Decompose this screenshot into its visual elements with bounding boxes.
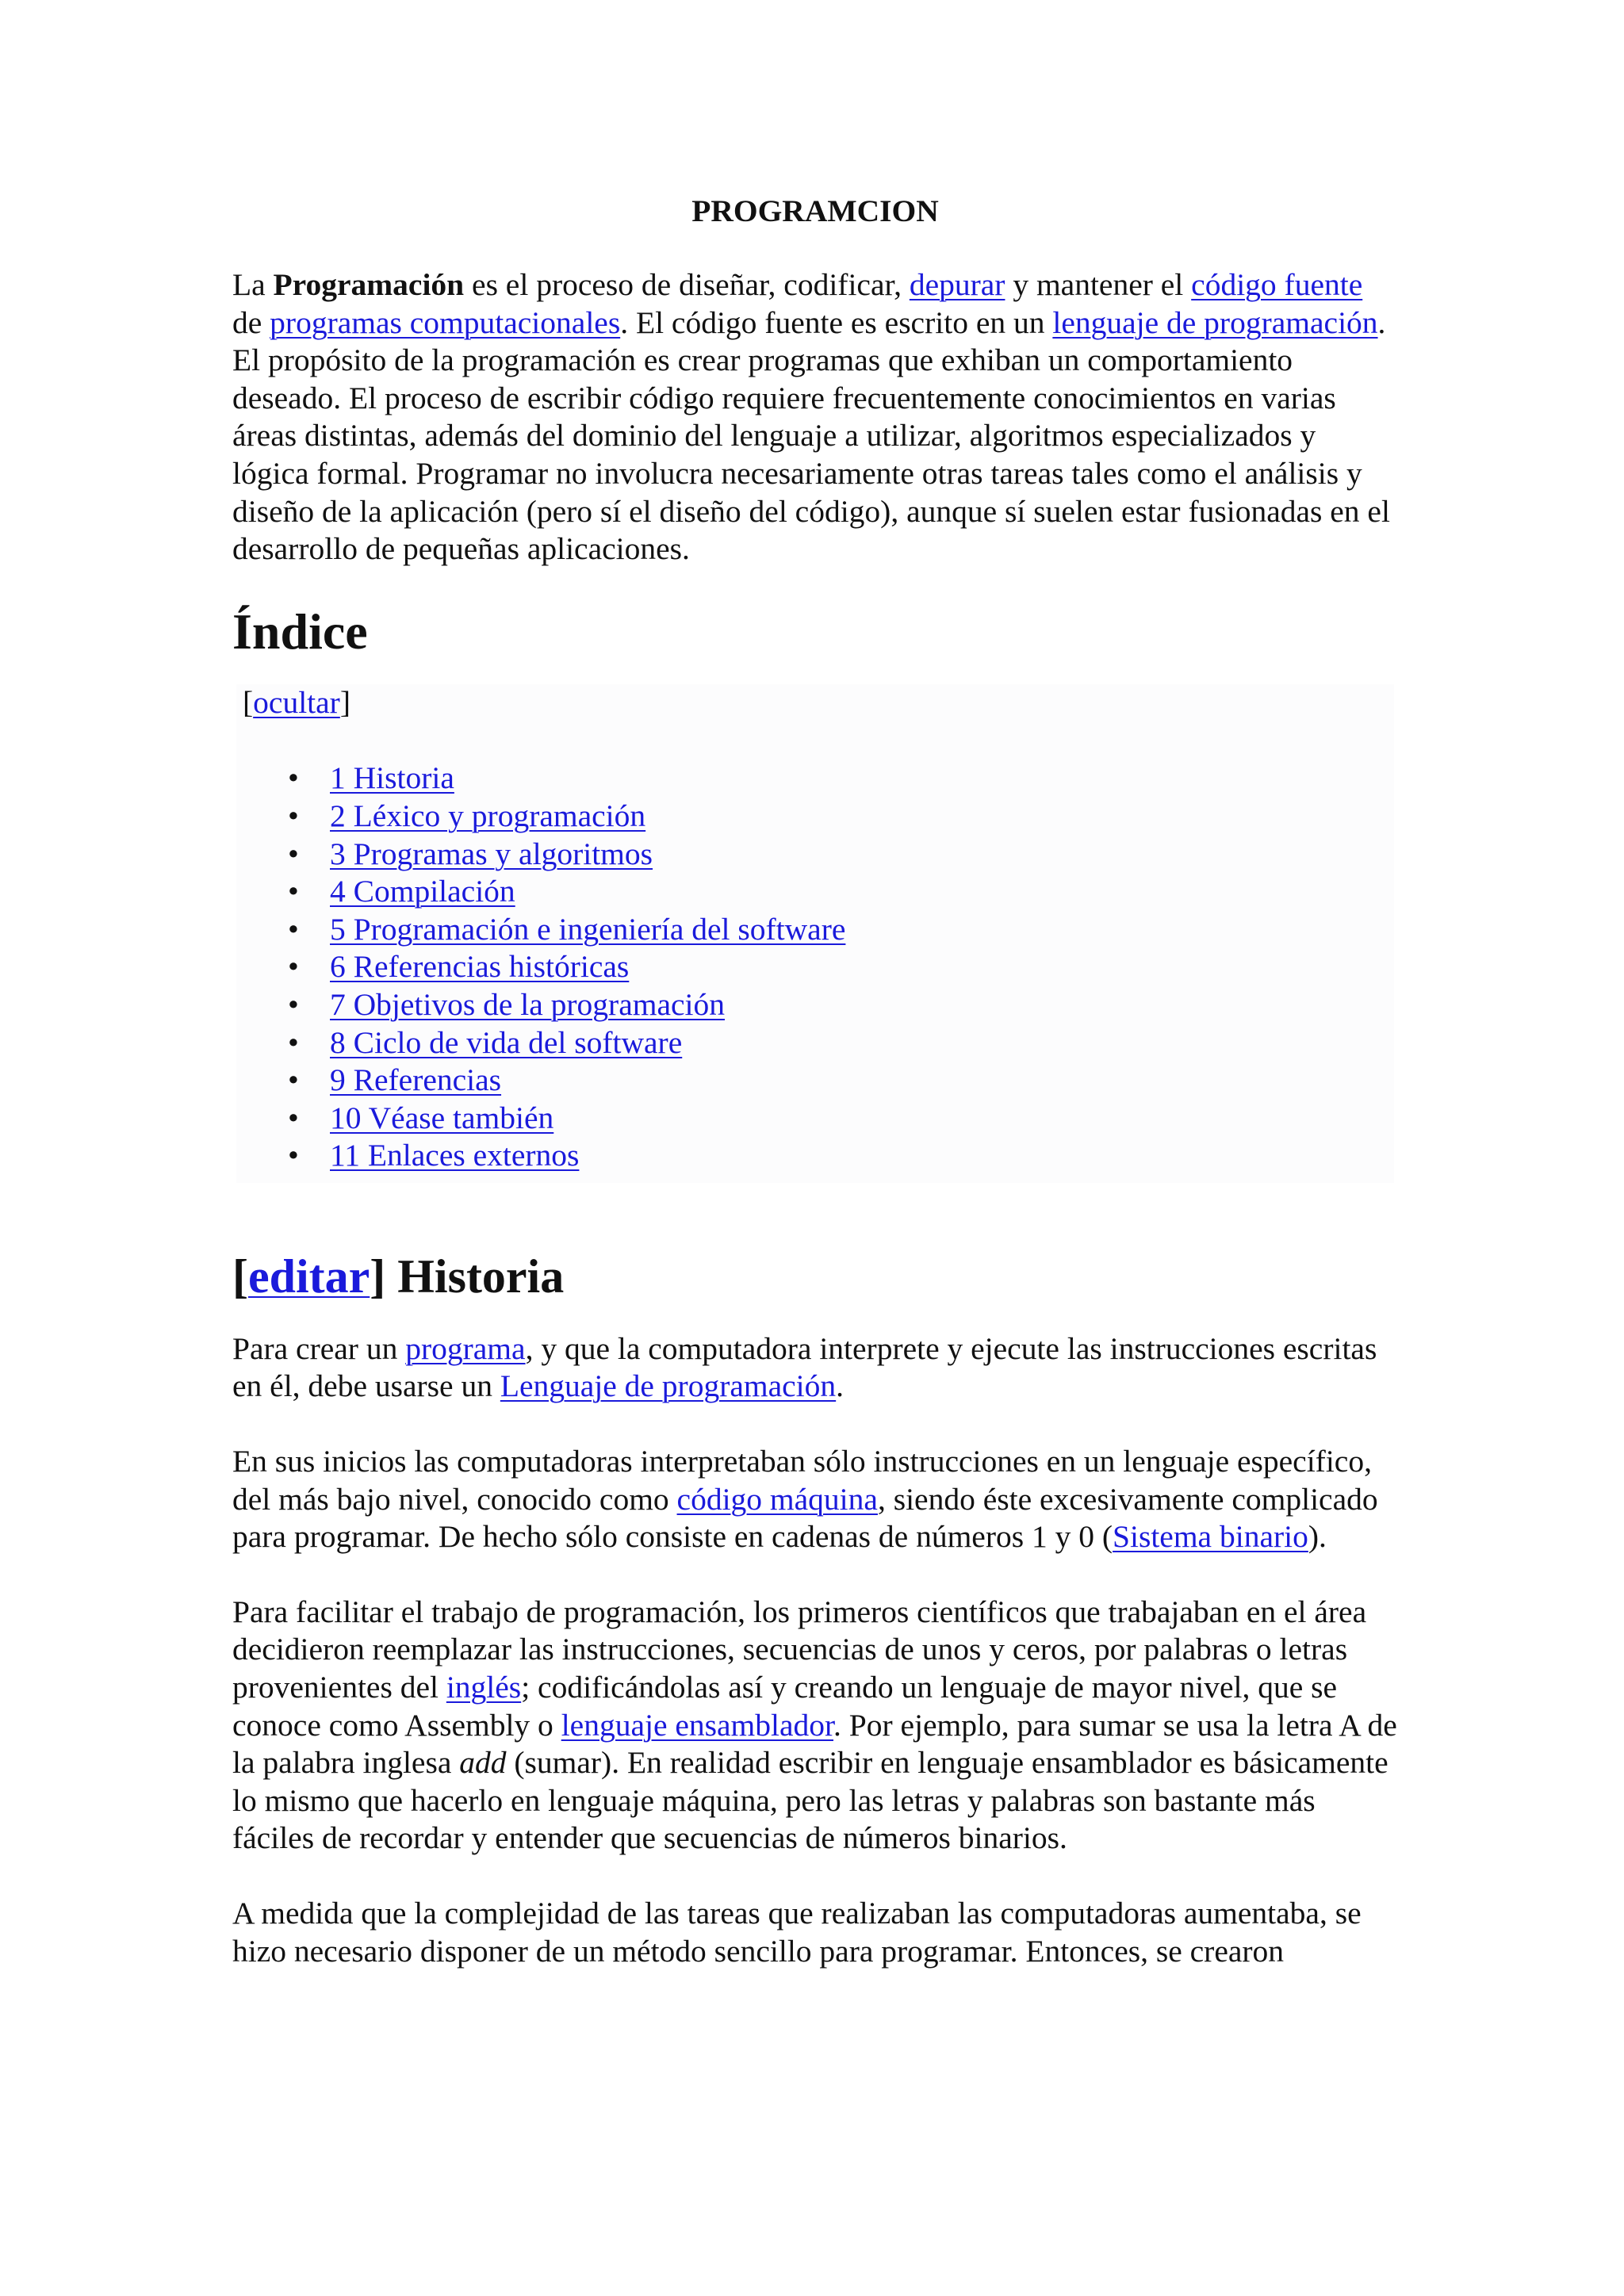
toc-item [243,836,1394,874]
toc-item [243,1100,1394,1138]
bullet-icon: • [288,836,299,871]
toc-item [243,1062,1394,1100]
link-ingles[interactable]: inglés [446,1670,522,1705]
p2-text-1: En sus inicios las computadoras interpretaban sólo instrucciones en un lenguaje específico, del más bajo nivel, conocido como [232,1444,1372,1517]
intro-text-1: La [232,267,274,302]
bullet-icon: • [288,1062,299,1098]
bullet-icon: • [288,760,299,796]
p3-text-2: ; codificándolas así y creando un lenguaje de mayor nivel, que se conoce como Assembly o [232,1670,1338,1743]
toc-item [243,798,1394,836]
toc-toggle-open-bracket: [ [243,684,254,720]
p3-text-1: Para facilitar el trabajo de programación, los primeros científicos que trabajaban en el área decidieron reemplazar las instrucciones, secuencias de unos y ceros, por palabras o letras provenientes del [232,1594,1367,1705]
p1-text-1: Para crear un [232,1330,406,1366]
intro-text-2: es el proceso de diseñar, codificar, [464,267,910,302]
toc-link-compilacion[interactable]: 4 Compilación [330,874,515,909]
toc-toggle [243,684,1394,722]
table-of-contents [236,684,1394,1183]
edit-close-bracket: ] [370,1249,386,1303]
toc-item [243,1024,1394,1062]
historia-paragraph-1 [232,1330,1398,1406]
toc-link-ingenieria-software[interactable]: 5 Programación e ingeniería del software [330,911,846,947]
bullet-icon: • [288,874,299,909]
toc-item [243,948,1394,986]
intro-text-4: de [232,304,270,340]
toc-link-objetivos[interactable]: 7 Objetivos de la programación [330,986,725,1022]
edit-link-historia[interactable]: editar [247,1249,370,1303]
link-programa[interactable]: programa [405,1330,526,1366]
toc-item [243,760,1394,798]
toc-link-historia[interactable]: 1 Historia [330,760,454,796]
document-content [232,187,1398,2007]
toc-heading: Índice [232,603,368,660]
toc-item [243,911,1394,949]
section-heading-historia [232,1245,1398,1308]
link-programas-computacionales[interactable]: programas computacionales [270,304,621,340]
toc-link-lexico[interactable]: 2 Léxico y programación [330,798,646,833]
toc-link-vease-tambien[interactable]: 10 Véase también [330,1100,554,1135]
p1-text-3: . [836,1368,845,1404]
bullet-icon: • [288,1100,299,1135]
link-depurar[interactable]: depurar [909,267,1005,302]
bullet-icon: • [288,911,299,947]
bullet-icon: • [288,1138,299,1173]
bullet-icon: • [288,949,299,985]
section-title-historia: Historia [385,1249,565,1303]
intro-text-5: . El código fuente es escrito en un [620,304,1053,340]
link-lenguaje-programacion[interactable]: Lenguaje de programación [500,1368,837,1404]
p3-text-3: . Por ejemplo, para sumar se usa la letra A de la palabra inglesa [232,1707,1397,1781]
p2-text-3: ). [1308,1519,1327,1555]
edit-open-bracket: [ [232,1249,248,1303]
intro-paragraph [232,266,1398,568]
link-codigo-maquina[interactable]: código máquina [676,1481,878,1517]
historia-paragraph-4: A medida que la complejidad de las tareas que realizaban las computadoras aumentaba, se hizo necesario disponer de un método sencillo para programar. Entonces, se crearon [232,1896,1362,1969]
toc-list [243,760,1394,1175]
link-codigo-fuente[interactable]: código fuente [1191,267,1363,302]
toc-hide-link[interactable]: ocultar [253,684,340,720]
p3-text-4: (sumar). En realidad escribir en lenguaje ensamblador es básicamente lo mismo que hacerlo en lenguaje máquina, pero las letras y palabras son bastante más fáciles de recordar y entender que secuencias de números binarios. [232,1745,1388,1856]
toc-item [243,1137,1394,1175]
toc-link-referencias-historicas[interactable]: 6 Referencias históricas [330,949,630,985]
bullet-icon: • [288,986,299,1022]
intro-text-3: y mantener el [1005,267,1192,302]
intro-bold-term: Programación [273,267,465,302]
link-sistema-binario[interactable]: Sistema binario [1113,1519,1308,1555]
link-lenguaje-de-programacion[interactable]: lenguaje de programación [1052,304,1378,340]
historia-paragraph-3 [232,1594,1398,1858]
italic-add: add [459,1745,507,1781]
toc-link-programas-algoritmos[interactable]: 3 Programas y algoritmos [330,836,653,871]
link-lenguaje-ensamblador[interactable]: lenguaje ensamblador [561,1707,833,1743]
toc-toggle-close-bracket: ] [339,684,350,720]
intro-text-6: . El propósito de la programación es crear programas que exhiban un comportamiento deseado. El proceso de escribir código requiere frecuentemente conocimientos en varias áreas distintas, además del dominio del lenguaje a utilizar, algoritmos especializados y lógica formal. Programar no involucra necesariamente otras tareas tales como el análisis y diseño de la aplicación (pero sí el diseño del código), aunque sí suelen estar fusionadas en el desarrollo de pequeñas aplicaciones. [232,304,1390,567]
toc-item [243,986,1394,1024]
bullet-icon: • [288,798,299,833]
historia-paragraph-2 [232,1443,1398,1556]
p1-text-2: , y que la computadora interprete y ejecute las instrucciones escritas en él, debe usarse un [232,1330,1377,1404]
p2-text-2: , siendo éste excesivamente complicado para programar. De hecho sólo consiste en cadenas de números 1 y 0 ( [232,1481,1378,1555]
toc-item [243,873,1394,911]
toc-link-enlaces-externos[interactable]: 11 Enlaces externos [330,1138,580,1173]
bullet-icon: • [288,1024,299,1060]
toc-link-referencias[interactable]: 9 Referencias [330,1062,502,1098]
toc-link-ciclo-de-vida[interactable]: 8 Ciclo de vida del software [330,1024,683,1060]
document-title: PROGRAMCION [691,193,939,228]
